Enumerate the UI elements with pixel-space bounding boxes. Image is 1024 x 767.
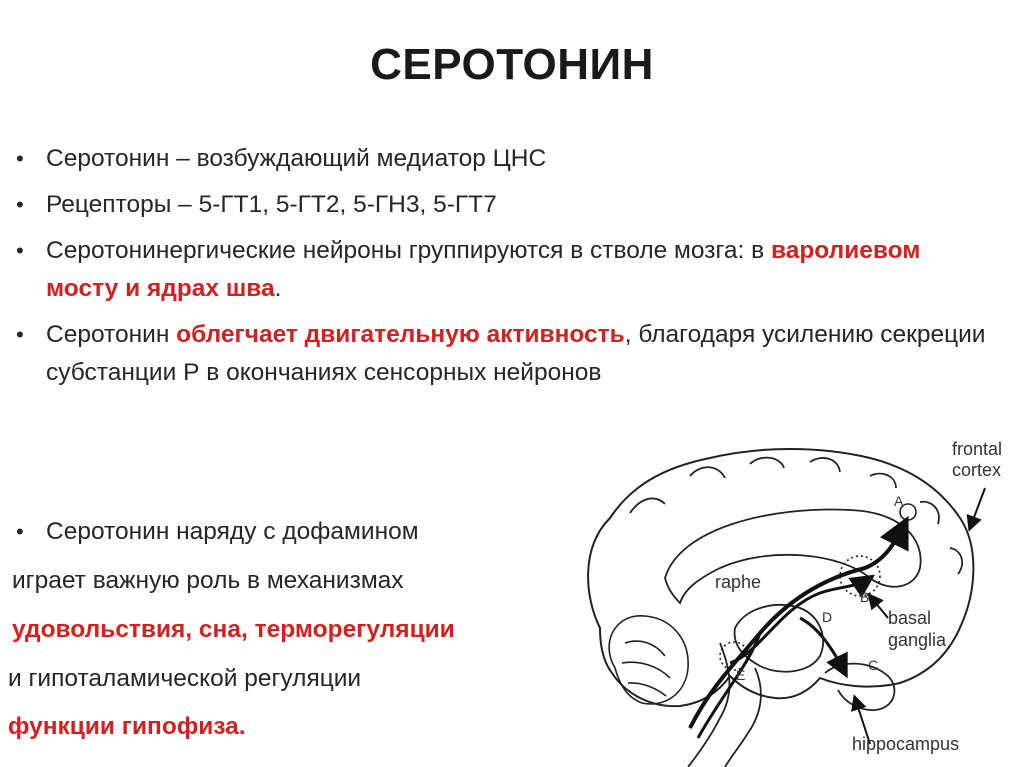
label-raphe: raphe: [715, 572, 762, 592]
label-cortex: cortex: [952, 460, 1002, 480]
bullet-3-highlight: варолиевом мосту и ядрах шва: [46, 237, 921, 302]
bullet-dot-icon: •: [16, 146, 24, 171]
bullet-4-text: Серотонин: [46, 321, 177, 348]
label-frontal: frontal: [952, 439, 1003, 459]
bullet-4-highlight: облегчает двигательную активность: [176, 321, 625, 348]
brainstem: [688, 643, 761, 767]
bullet-1-text: Серотонин – возбуждающий медиатор ЦНС: [46, 145, 547, 172]
text-line-2: удовольствия, сна, терморегуляции: [12, 616, 455, 643]
text-line-4: функции гипофиза.: [8, 713, 246, 740]
brain-serotonin-diagram: [570, 428, 1024, 767]
bullet-dot-icon: •: [16, 238, 24, 263]
label-A: A: [894, 493, 904, 509]
bullet-dot-icon: •: [16, 192, 24, 217]
frontal-pointer: [970, 488, 985, 528]
label-D: D: [822, 609, 833, 625]
bullet-item-1: [8, 140, 998, 178]
bullet-2-text: Рецепторы – 5-ГТ1, 5-ГТ2, 5-ГН3, 5-ГТ7: [46, 191, 497, 218]
label-hippocampus: hippocampus: [852, 734, 960, 754]
label-C: C: [868, 657, 879, 673]
label-E: E: [736, 667, 746, 683]
label-basal: basal: [888, 608, 932, 628]
text-line-1: играет важную роль в механизмах: [12, 567, 404, 594]
bullet-4-tail: , благодаря усилению секреции субстанции Р в окончаниях сенсорных нейронов: [46, 321, 986, 386]
text-line-3: и гипоталамической регуляции: [8, 665, 362, 692]
bullet-dot-icon: •: [16, 322, 24, 347]
cerebellum: [609, 616, 688, 704]
bullet-item-4: [8, 316, 998, 392]
bullet-3-tail: .: [274, 275, 282, 302]
bullet-5-text: Серотонин наряду с дофамином: [46, 518, 419, 545]
bullet-item-2: [8, 186, 998, 224]
label-ganglia: ganglia: [888, 630, 947, 650]
basal-pointer: [870, 596, 888, 618]
slide-title: СЕРОТОНИН: [370, 40, 654, 89]
bullet-item-5: [8, 513, 419, 551]
bullet-item-3: [8, 232, 998, 308]
bullet-3-text: Серотонинергические нейроны группируются в стволе мозга: в: [46, 237, 771, 264]
bullet-dot-icon: •: [16, 519, 24, 544]
bullet-list: [8, 140, 998, 400]
label-B: B: [860, 589, 870, 605]
